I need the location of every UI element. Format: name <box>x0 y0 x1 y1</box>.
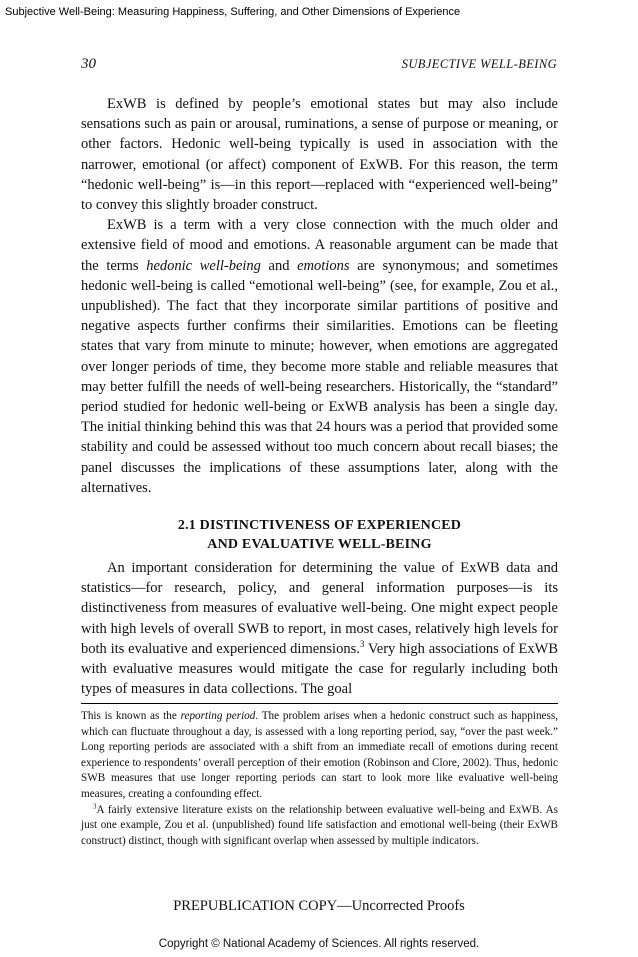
paragraph2-text-1: ExWB is a term with a very close connection with the much older and extensive field of mood and emotions. A reasonable argument can be made that the terms <box>81 217 558 274</box>
footnote-continued <box>81 709 558 803</box>
paragraph-exwb-definition: ExWB is defined by people’s emotional states but may also include sensations such as pain or arousal, ruminations, a sense of purpose or meaning, or other factors. Hedonic well-being typically is used in association with the narrower, emotional (or affect) component of ExWB. For this reason, the term “hedonic well-being” is—in this report—replaced with “experienced well-being” to convey this slightly broader construct. <box>81 96 558 214</box>
document-banner-title: Subjective Well-Being: Measuring Happiness, Suffering, and Other Dimensions of Experience <box>5 6 461 18</box>
paragraph-distinctiveness <box>81 558 558 699</box>
footnote-continued-text-1: This is known as the <box>81 710 181 722</box>
term-hedonic-well-being: hedonic well-being <box>146 257 261 274</box>
copyright-notice: Copyright © National Academy of Sciences. All rights reserved. <box>158 938 480 950</box>
page-number: 30 <box>81 56 96 72</box>
prepublication-notice: PREPUBLICATION COPY—Uncorrected Proofs <box>173 898 465 914</box>
section-heading-line2: AND EVALUATIVE WELL-BEING <box>207 537 432 553</box>
term-reporting-period: reporting period <box>180 710 256 722</box>
footnote-reference-3[interactable]: 3 <box>359 639 365 650</box>
body-text <box>81 94 558 699</box>
section-heading-line1: 2.1 DISTINCTIVENESS OF EXPERIENCED <box>177 518 462 534</box>
footnote-3 <box>81 803 558 850</box>
term-emotions: emotions <box>297 257 350 274</box>
paragraph-mood-emotions <box>81 215 558 498</box>
running-header <box>81 56 557 74</box>
footnote-continued-text-2: . The problem arises when a hedonic construct such as happiness, which can fluctuate throughout a day, is assessed with a long reporting period, say, “over the past week.” Long reporting periods are associated with a shift from an immediate recall of emotions during recent experience to respondents’ overall perception of their emotion (Robinson and Clore, 2002). Thus, hedonic SWB measures that use longer reporting periods can start to look more like evaluative well-being measures, creating a confounding effect. <box>81 710 559 800</box>
running-title: SUBJECTIVE WELL-BEING <box>401 57 557 71</box>
section-heading <box>81 516 558 554</box>
paragraph3-text-a: An important consideration for determining the value of ExWB data and statistics—for research, policy, and general information purposes—is its distinctiveness from measures of evaluative well-being. One might expect people with high levels of overall SWB to report, in most cases, relatively high levels for both its evaluative and experienced dimensions. <box>81 560 558 657</box>
footnotes <box>81 709 558 849</box>
paragraph2-text-3: are synonymous; and sometimes hedonic well-being is called “emotional well-being” (see, for example, Zou et al., unpublished). The fact that they incorporate similar partitions of positive and negative aspects further confirms their similarities. Emotions can be fleeting states that vary from minute to minute; however, when emotions are aggregated over longer periods of time, they become more stable and reliable measures that may better fulfill the needs of well-being researchers. Historically, the “standard” period studied for hedonic well-being or ExWB analysis has been a single day. The initial thinking behind this was that 24 hours was a period that provided some stability and could be assessed without too much concern about recall biases; the panel discusses the implications of these assumptions later, along with the alternatives. <box>81 257 558 496</box>
footnote-3-marker: 3 <box>93 801 97 810</box>
paragraph3-text-b: Very high associations of ExWB with evaluative measures would mitigate the case for regularly including both types of measures in data collections. The goal <box>81 640 559 698</box>
paragraph2-text-2: and <box>260 257 298 274</box>
footnote-divider <box>81 703 558 704</box>
footnote-3-text: A fairly extensive literature exists on the relationship between evaluative well-being and ExWB. As just one example, Zou et al. (unpublished) found life satisfaction and emotional well-being (their ExWB construct) distinct, though with significant overlap when assessed by multiple indicators. <box>81 803 558 847</box>
